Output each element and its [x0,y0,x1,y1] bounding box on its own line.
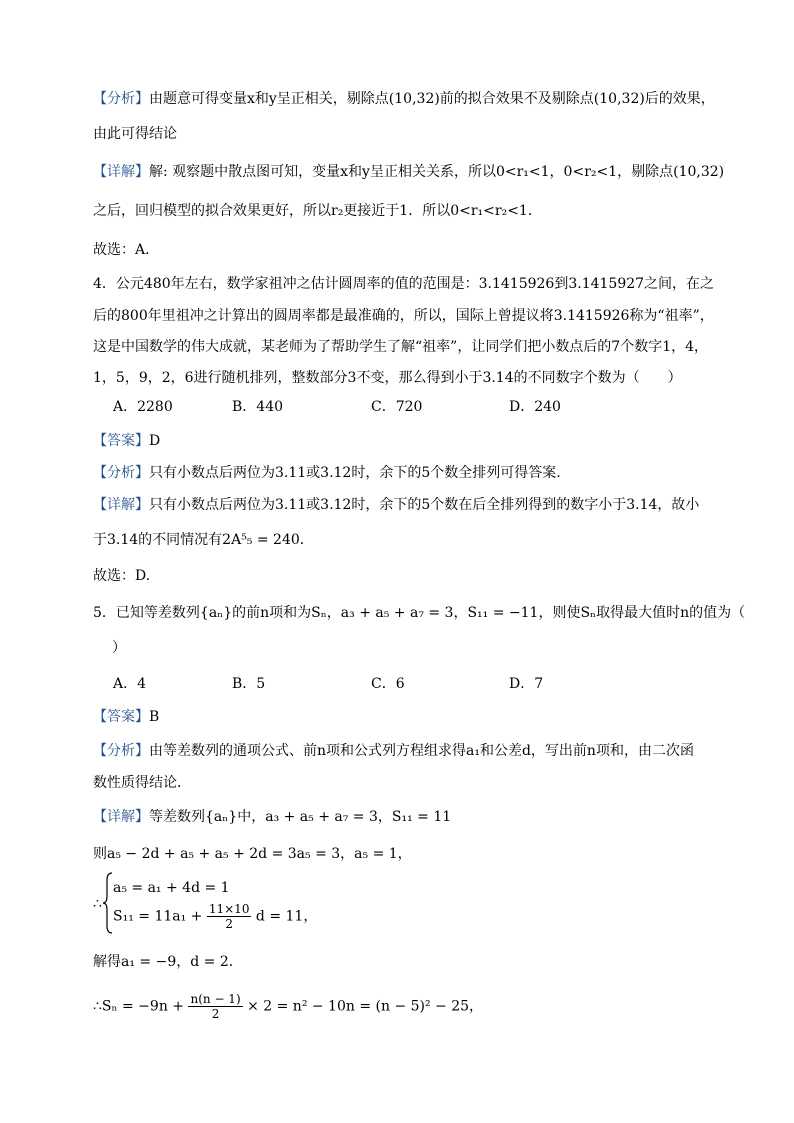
therefore-symbol: ∴ [93,896,102,912]
fraction-numerator: n(n − 1) [190,992,241,1006]
q3-analysis-cont: 由此可得结论 [93,126,177,142]
answer-tag: 【答案】 [93,709,149,725]
q4-choice: 故选：D. [93,568,151,584]
fraction-denominator: 2 [225,917,233,931]
q4-detail-cont: 于3.14的不同情况有2A⁵₅ = 240． [93,532,314,548]
q5-stem-1: 5．已知等差数列{aₙ}的前n项和为Sₙ，a₃ + a₅ + a₇ = 3，S₁₁ = −11，则使Sₙ取得最大值时n的值为（ [93,605,746,621]
q5-step-1: 则a₅ − 2d + a₅ + a₅ + 2d = 3a₅ = 3，a₅ = 1， [93,846,412,862]
q3-detail-cont: 之后，回归模型的拟合效果更好，所以r₂更接近于1．所以0<r₁<r₂<1． [93,203,542,219]
answer-value: D [149,433,161,449]
option-d: D．240 [509,399,561,415]
detail-tag: 【详解】 [93,809,149,825]
q5-stem-2: ） [112,640,126,656]
system-comma: ， [303,908,318,925]
option-b: B．440 [232,399,284,415]
detail-text: 只有小数点后两位为3.11或3.12时，余下的5个数在后全排列得到的数字小于3.14，故小 [149,497,700,513]
option-b: B．5 [232,676,266,692]
analysis-tag: 【分析】 [93,743,149,759]
option-a: A．2280 [113,399,173,415]
system-row-2 [113,902,317,931]
fraction [207,902,252,931]
detail-tag: 【详解】 [93,497,149,513]
q4-detail-line [93,495,701,515]
fraction [188,992,242,1021]
detail-text: 等差数列{aₙ}中，a₃ + a₅ + a₇ = 3，S₁₁ = 11 [149,809,452,825]
q4-stem-3: 这是中国数学的伟大成就，某老师为了帮助学生了解“祖率”，让同学们把小数点后的7个数字1，4， [93,339,709,355]
detail-text: 解: 观察题中散点图可知，变量x和y呈正相关关系，所以0<r₁<1，0<r₂<1，剔除点(10,32) [149,164,725,180]
q4-stem-4: 1，5，9，2，6进行随机排列，整数部分3不变，那么得到小于3.14的不同数字个数为（ ） [93,370,682,386]
fraction-denominator: 2 [211,1007,220,1021]
system-row-2-pre: S₁₁ = 11a₁ + [113,908,203,925]
analysis-tag: 【分析】 [93,465,149,481]
option-c: C．6 [371,676,405,692]
q5-sn-formula [93,992,701,1021]
q4-answer-line [93,431,701,451]
q5-detail-line [93,807,701,827]
sn-pre: ∴Sₙ = −9n + [93,998,185,1015]
q5-solve: 解得a₁ = −9，d = 2． [93,954,243,970]
equation-system [93,872,453,934]
option-a: A．4 [113,676,147,692]
analysis-text: 由等差数列的通项公式、前n项和公式列方程组求得a₁和公差d，写出前n项和，由二次函 [149,743,694,759]
left-brace [103,872,113,938]
answer-value: B [149,709,160,725]
q3-choice: 故选：A． [93,242,160,258]
analysis-text: 只有小数点后两位为3.11或3.12时，余下的5个数全排列可得答案. [149,465,561,481]
sn-post: × 2 = n² − 10n = (n − 5)² − 25， [247,998,484,1015]
analysis-text: 由题意可得变量x和y呈正相关，剔除点(10,32)前的拟合效果不及剔除点(10,32)后的效果， [149,91,715,107]
system-row-1: a₅ = a₁ + 4d = 1 [113,880,230,896]
q5-analysis-line [93,741,701,761]
fraction-numerator: 11×10 [208,902,250,916]
answer-tag: 【答案】 [93,433,149,449]
q4-stem-1: 4．公元480年左右，数学家祖冲之估计圆周率的值的范围是：3.1415926到3.1415927之间，在之 [93,276,715,292]
q4-analysis-line [93,463,701,483]
q5-analysis-cont: 数性质得结论． [93,775,191,791]
option-c: C．720 [371,399,423,415]
q5-answer-line [93,707,701,727]
system-row-2-post: d = 11 [255,908,304,925]
q3-detail-line [93,162,725,182]
analysis-tag: 【分析】 [93,91,149,107]
detail-tag: 【详解】 [93,164,149,180]
q3-analysis-line [93,89,715,109]
option-d: D．7 [509,676,544,692]
q4-stem-2: 后的800年里祖冲之计算出的圆周率都是最准确的，所以，国际上曾提议将3.1415926称为“祖率”， [93,308,714,324]
